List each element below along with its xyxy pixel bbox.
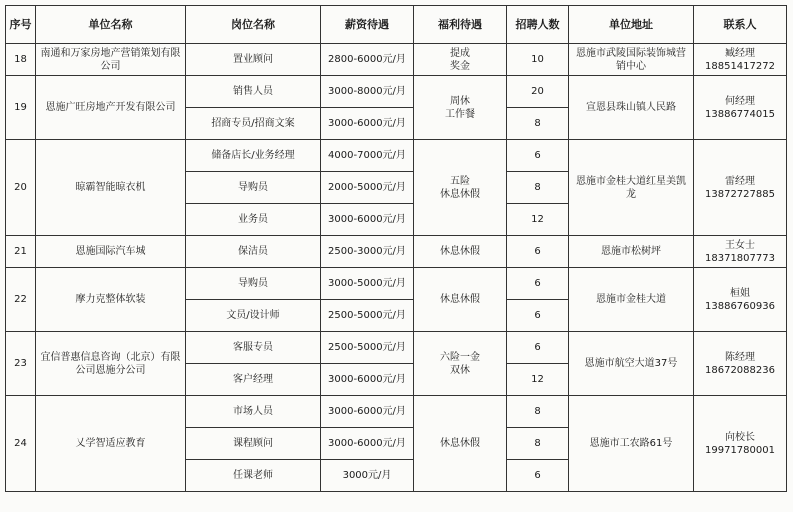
position-name: 市场人员 bbox=[186, 396, 321, 428]
contact-person: 臧经理 18851417272 bbox=[694, 44, 787, 76]
unit-address: 恩施市武陵国际装饰城营销中心 bbox=[569, 44, 694, 76]
hire-count: 6 bbox=[507, 236, 569, 268]
salary: 2500-3000元/月 bbox=[321, 236, 414, 268]
hire-count: 10 bbox=[507, 44, 569, 76]
salary: 2500-5000元/月 bbox=[321, 332, 414, 364]
unit-name: 宜信普惠信息咨询（北京）有限公司恩施分公司 bbox=[36, 332, 186, 396]
hire-count: 6 bbox=[507, 300, 569, 332]
table-row bbox=[6, 140, 787, 172]
row-number: 21 bbox=[6, 236, 36, 268]
unit-name: 晾霸智能晾衣机 bbox=[36, 140, 186, 236]
position-name: 客户经理 bbox=[186, 364, 321, 396]
position-name: 置业顾问 bbox=[186, 44, 321, 76]
salary: 3000元/月 bbox=[321, 460, 414, 492]
header-salary: 薪资待遇 bbox=[321, 6, 414, 44]
table-row bbox=[6, 236, 787, 268]
header-unit: 单位名称 bbox=[36, 6, 186, 44]
table-row bbox=[6, 44, 787, 76]
unit-address: 恩施市金桂大道红星美凯龙 bbox=[569, 140, 694, 236]
table-row bbox=[6, 76, 787, 108]
salary: 3000-8000元/月 bbox=[321, 76, 414, 108]
benefits: 周休 工作餐 bbox=[414, 76, 507, 140]
contact-person: 向校长 19971780001 bbox=[694, 396, 787, 492]
unit-name: 恩施广旺房地产开发有限公司 bbox=[36, 76, 186, 140]
table-body bbox=[6, 44, 787, 492]
salary: 4000-7000元/月 bbox=[321, 140, 414, 172]
position-name: 保洁员 bbox=[186, 236, 321, 268]
contact-person: 雷经理 13872727885 bbox=[694, 140, 787, 236]
row-number: 18 bbox=[6, 44, 36, 76]
unit-address: 宣恩县珠山镇人民路 bbox=[569, 76, 694, 140]
salary: 2800-6000元/月 bbox=[321, 44, 414, 76]
row-number: 19 bbox=[6, 76, 36, 140]
salary: 2000-5000元/月 bbox=[321, 172, 414, 204]
position-name: 招商专员/招商文案 bbox=[186, 108, 321, 140]
contact-person: 何经理 13886774015 bbox=[694, 76, 787, 140]
salary: 3000-6000元/月 bbox=[321, 108, 414, 140]
header-count: 招聘人数 bbox=[507, 6, 569, 44]
header-position: 岗位名称 bbox=[186, 6, 321, 44]
position-name: 导购员 bbox=[186, 268, 321, 300]
row-number: 23 bbox=[6, 332, 36, 396]
hire-count: 12 bbox=[507, 364, 569, 396]
unit-name: 乂学智适应教育 bbox=[36, 396, 186, 492]
hire-count: 8 bbox=[507, 172, 569, 204]
row-number: 20 bbox=[6, 140, 36, 236]
position-name: 文员/设计师 bbox=[186, 300, 321, 332]
position-name: 销售人员 bbox=[186, 76, 321, 108]
table-row bbox=[6, 268, 787, 300]
benefits: 休息休假 bbox=[414, 236, 507, 268]
hire-count: 8 bbox=[507, 428, 569, 460]
hire-count: 8 bbox=[507, 108, 569, 140]
salary: 2500-5000元/月 bbox=[321, 300, 414, 332]
position-name: 课程顾问 bbox=[186, 428, 321, 460]
unit-name: 恩施国际汽车城 bbox=[36, 236, 186, 268]
hire-count: 6 bbox=[507, 332, 569, 364]
benefits: 休息休假 bbox=[414, 268, 507, 332]
position-name: 业务员 bbox=[186, 204, 321, 236]
row-number: 22 bbox=[6, 268, 36, 332]
benefits: 休息休假 bbox=[414, 396, 507, 492]
table-row bbox=[6, 396, 787, 428]
contact-person: 桓姐 13886760936 bbox=[694, 268, 787, 332]
contact-person: 王女士 18371807773 bbox=[694, 236, 787, 268]
hire-count: 6 bbox=[507, 268, 569, 300]
hire-count: 6 bbox=[507, 140, 569, 172]
hire-count: 8 bbox=[507, 396, 569, 428]
unit-address: 恩施市航空大道37号 bbox=[569, 332, 694, 396]
unit-name: 南通和万家房地产营销策划有限公司 bbox=[36, 44, 186, 76]
benefits: 提成 奖金 bbox=[414, 44, 507, 76]
header-row bbox=[6, 6, 787, 44]
benefits: 六险一金 双休 bbox=[414, 332, 507, 396]
unit-name: 摩力克整体软装 bbox=[36, 268, 186, 332]
salary: 3000-6000元/月 bbox=[321, 204, 414, 236]
header-no: 序号 bbox=[6, 6, 36, 44]
unit-address: 恩施市工农路61号 bbox=[569, 396, 694, 492]
salary: 3000-5000元/月 bbox=[321, 268, 414, 300]
header-benefits: 福利待遇 bbox=[414, 6, 507, 44]
header-contact: 联系人 bbox=[694, 6, 787, 44]
table-row bbox=[6, 332, 787, 364]
hire-count: 20 bbox=[507, 76, 569, 108]
unit-address: 恩施市金桂大道 bbox=[569, 268, 694, 332]
position-name: 导购员 bbox=[186, 172, 321, 204]
hire-count: 12 bbox=[507, 204, 569, 236]
position-name: 客服专员 bbox=[186, 332, 321, 364]
contact-person: 陈经理 18672088236 bbox=[694, 332, 787, 396]
unit-address: 恩施市松树坪 bbox=[569, 236, 694, 268]
benefits: 五险 休息休假 bbox=[414, 140, 507, 236]
position-name: 任课老师 bbox=[186, 460, 321, 492]
salary: 3000-6000元/月 bbox=[321, 396, 414, 428]
position-name: 储备店长/业务经理 bbox=[186, 140, 321, 172]
hire-count: 6 bbox=[507, 460, 569, 492]
recruitment-table bbox=[5, 5, 787, 492]
salary: 3000-6000元/月 bbox=[321, 364, 414, 396]
row-number: 24 bbox=[6, 396, 36, 492]
header-address: 单位地址 bbox=[569, 6, 694, 44]
salary: 3000-6000元/月 bbox=[321, 428, 414, 460]
